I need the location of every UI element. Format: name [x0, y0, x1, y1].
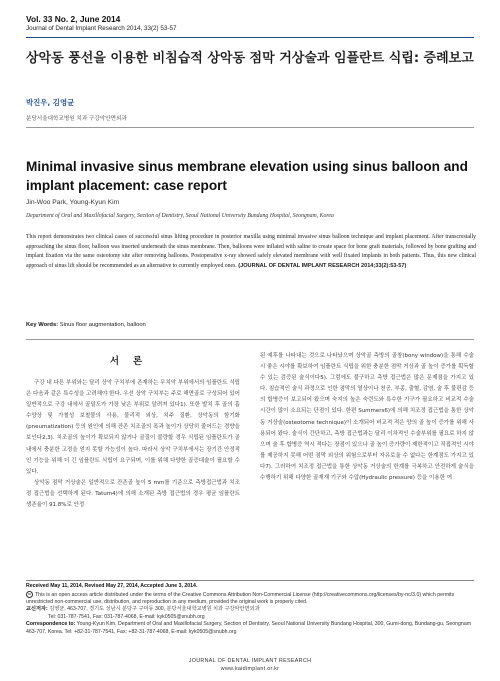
korean-authors: 박진우, 김영균 [26, 98, 75, 107]
korean-title: 상악동 풍선을 이용한 비침습적 상악동 점막 거상술과 임플란트 식립: 증례보고 [26, 51, 474, 66]
correspondence-english-address: Young-Kyun Kim, Department of Oral and Maxillofacial Surgery, Section of Dentistry, Seoul National University Bundang Hospital, 300, Gumi-dong, Bundang-gu, Seongnam 463-707, Korea. Tel: +82-31-787-7541, Fax: +82-31-787-4068, E-mail: kyk0505@snubh.org [26, 621, 472, 635]
volume-issue: Vol. 33 No. 2, June 2014 [26, 14, 121, 24]
correspondence-korean-label: 교신저자: [26, 606, 48, 613]
journal-citation: Journal of Dental Implant Research 2014, 33(2) 53-57 [26, 25, 177, 32]
english-title: Minimal invasive sinus membrane elevation using sinus balloon and implant placement: case report [26, 159, 468, 193]
abstract-text: This report demonstrates two clinical cases of successful sinus lifting procedure in posterior maxilla using minimal invasive sinus balloon technique and implant placement. After transcrestally approaching the sinus floor, balloon was inserted underneath the sinus membrane. Then, balloons were inflated with saline to create space for bone graft materials, followed by bone grafting and implant fixation via the same osteotomy site after removing balloons. Postoperative x-ray showed safely elevated membrane with well fixated implants in both patients. Thus, this new clinical approach of sinus lift should be recommended as an alternative to currently employed ones. [26, 234, 476, 269]
left-column [26, 356, 240, 511]
journal-footer-name: JOURNAL OF DENTAL IMPLANT RESEARCH [188, 658, 312, 664]
abstract [26, 233, 476, 271]
creative-commons-icon: cc [27, 591, 32, 596]
english-affiliation: Department of Oral and Maxillofacial Surgery, Section of Dentistry, Seoul National University Bundang Hospital, Seongnam, Korea [26, 213, 334, 219]
intro-paragraph-1: 구강 내 다른 부위와는 달리 상악 구치부에 존재하는 무치악 부위에서의 임플란트 식립은 다음과 같은 특수성을 고려해야 한다. 우선 상악 구치부는 주로 해면골로 구성되어 있어 일반적으로 구강 내에서 골밀도가 가장 낮은 부위로 알려져 있다1). 또한 발치 후 골의 흡수양상 및 가철성 보철물의 사용, 물리적 외상, 치주 질환, 상악동의 함기화(pneumatization) 등의 원인에 의해 잔존 치조골의 폭과 높이가 상당히 줄어드는 경향을 보인다2,3). 치조골의 높이가 확보되지 않거나 골질이 불량할 경우 식립된 임플란트가 골 내에서 충분한 고정을 얻지 못할 가능성이 높다. 따라서 상악 구치부에서는 장기간 안정적인 기능을 위해 더 긴 임플란트 식립이 요구되며, 이를 위해 다양한 골증대술이 필요할 수 있다. [26, 380, 240, 475]
received-dates: Received May 11, 2014, Revised May 27, 2014, Accepted June 3, 2014. [26, 583, 198, 589]
abstract-journal-ref: (JOURNAL OF DENTAL IMPLANT RESEARCH 2014;33(2):53-57) [238, 262, 407, 269]
header-divider [26, 37, 474, 38]
correspondence-english-label: Correspondence to: [26, 621, 76, 628]
correspondence-english [26, 621, 476, 636]
keywords-label: Key Words: [26, 322, 59, 328]
correspondence-korean-contact: Tel: 031-787-7541, Fax: 031-787-4068, E-mail: kyk0505@snubh.org [48, 613, 205, 620]
right-column [260, 351, 474, 484]
license-note [26, 591, 476, 607]
intro-paragraph-3: 된 예후를 나타내는 것으로 나타났으며 상악골 측방의 골창(bony window)을 통해 수술 시 좋은 시야를 확보하여 임플란트 식립을 위한 충분한 점막 거상과 골 높이 증가를 획득할 수 있는 검증된 술식이다5). 그럼에도 불구하고 측방 접근법은 많은 문제점을 가지고 있다. 침습적인 술식 과정으로 인한 점막의 열상이나 천공, 부종, 출혈, 감염, 술 후 불편감 등의 합병증이 보고되어 왔으며 숙지의 높은 숙련도와 특수한 기구가 필요하고 비교적 수술 시간이 많이 소요되는 단점이 있다. 한편 Summers6)에 의해 치조정 접근법을 통한 상악동 거상술(osteotome technique)이 소개되어 비교적 적은 양의 골 높이 증가를 위해 사용되어 왔다. 술식이 간단하고, 측방 접근법과는 달리 이차적인 수술부위를 필요로 하지 않으며 술 후 합병증 역시 적다는 장점이 있으나 골 높이 증가량이 제한적이고 직접적인 시야를 제공하지 못해 어떤 점막 외상의 위험으로부터 자유로울 수 없다는 한계점도 가지고 있다7). 그러하여 치조정 접근법을 통한 상악동 거상술의 한계를 극복하고 안전하게 술식을 수행하기 위해 다양한 골재재 기구와 수압(Hydraulic pressure) 등을 이용한 여 [260, 353, 474, 482]
keywords [26, 322, 146, 328]
english-authors: Jin-Woo Park, Young-Kyun Kim [26, 199, 120, 206]
keywords-text: Sinus floor augmentation, balloon [59, 322, 146, 328]
title-divider [26, 127, 474, 128]
section-heading-intro: 서론 [109, 356, 157, 367]
footnote-divider [26, 580, 474, 581]
correspondence-korean [26, 606, 476, 621]
journal-footer-url[interactable]: www.kaidimplant.or.kr [220, 666, 280, 672]
license-text: This is an open access article distributed under the terms of the Creative Commons Attribution Non-Commercial License (http://creativecommons.org/licenses/by-nc/3.0) which permits unrestricted non-commercial use, distribution, and reproduction in any medium, provided the original work is properly cited. [26, 591, 455, 605]
journal-footer [0, 657, 500, 673]
keywords-divider [26, 339, 474, 340]
intro-paragraph-2: 상악동 점막 거상술은 일반적으로 잔존골 높이 5 mm를 기준으로 측방접근법과 치조정 접근법을 선택하게 된다. Tatum4)에 의해 소개된 측방 접근법의 경우 평균 임플란트 생존율이 91.8%로 안정 [26, 479, 240, 509]
correspondence-korean-address: 김영균, 463-707, 경기도 성남시 분당구 구미동 300, 분당서울대학교병원 치과 구강악안면외과 [49, 606, 260, 613]
footnotes [26, 583, 476, 636]
korean-affiliation: 분당서울대학교병원 치과 구강악안면외과 [26, 116, 127, 122]
